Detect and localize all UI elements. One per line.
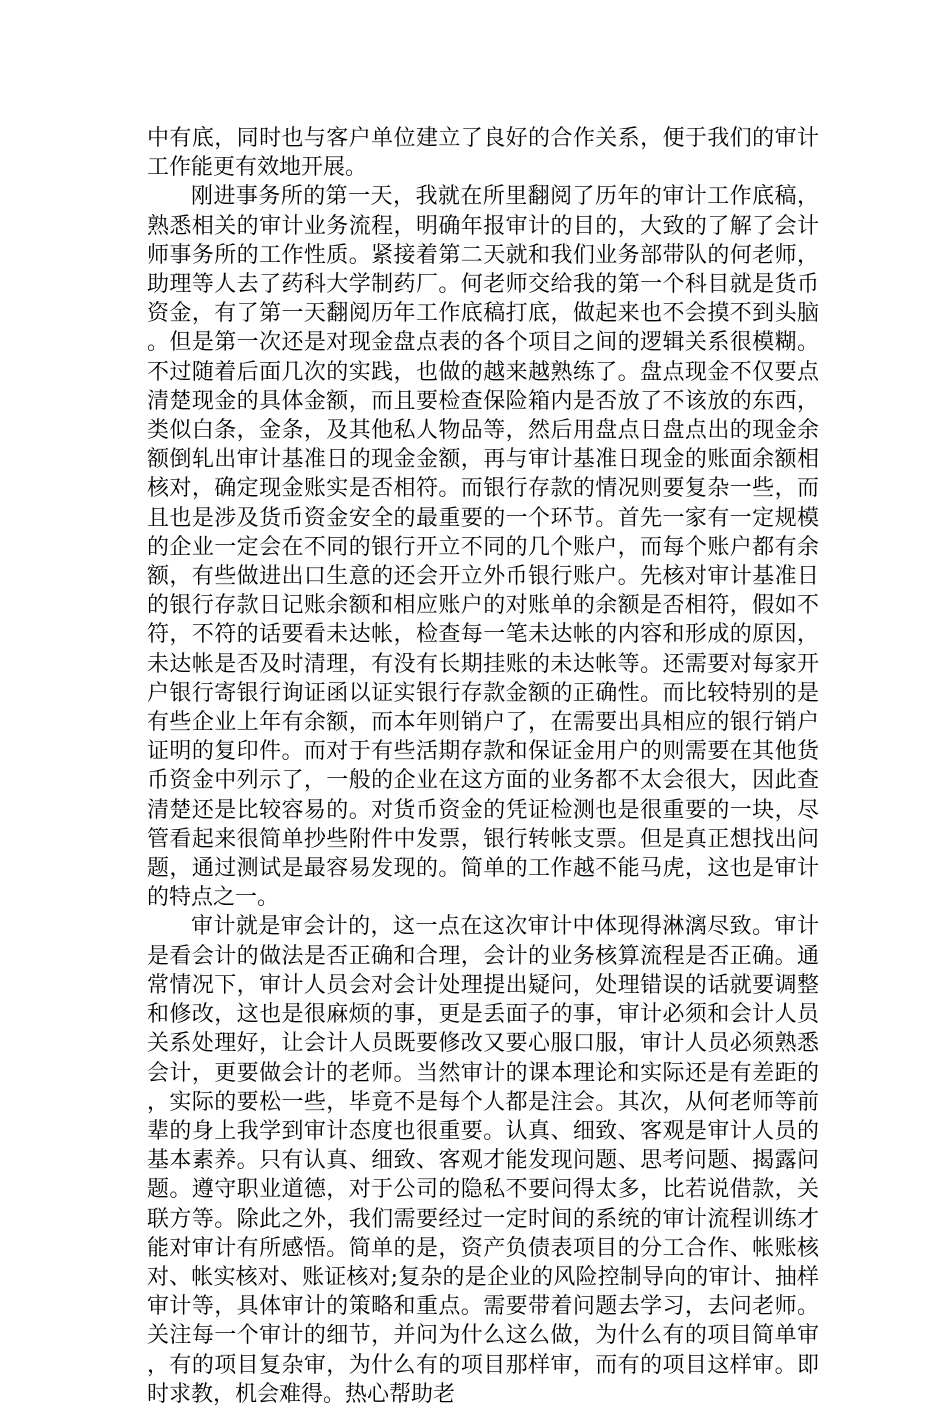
body-text xyxy=(147,124,819,1409)
paragraph-continuation: 中有底，同时也与客户单位建立了良好的合作关系，便于我们的审计工作能更有效地开展。 xyxy=(147,126,819,181)
paragraph-audit-reflection: 审计就是审会计的，这一点在这次审计中体现得淋漓尽致。审计是看会计的做法是否正确和合理，会计的业务核算流程是否正确。通常情况下，审计人员会对会计处理提出疑问，处理错误的话就要调整和修改，这也是很麻烦的事，更是丢面子的事，审计必须和会计人员关系处理好，让会计人员既要修改又要心服口服，审计人员必须熟悉会计，更要做会计的老师。当然审计的课本理论和实际还是有差距的，实际的要松一些，毕竟不是每个人都是注会。其次，从何老师等前辈的身上我学到审计态度也很重要。认真、细致、客观是审计人员的基本素养。只有认真、细致、客观才能发现问题、思考问题、揭露问题。遵守职业道德，对于公司的隐私不要问得太多，比若说借款，关联方等。除此之外，我们需要经过一定时间的系统的审计流程训练才能对审计有所感悟。简单的是，资产负债表项目的分工合作、帐账核对、帐实核对、账证核对;复杂的是企业的风险控制导向的审计、抽样审计等，具体审计的策略和重点。需要带着问题去学习，去问老师。关注每一个审计的细节，并问为什么这么做，为什么有的项目简单审，有的项目复杂审，为什么有的项目那样审，而有的项目这样审。即时求教，机会难得。热心帮助老 xyxy=(147,914,819,1407)
paragraph-first-day: 刚进事务所的第一天，我就在所里翻阅了历年的审计工作底稿，熟悉相关的审计业务流程，明确年报审计的目的，大致的了解了会计师事务所的工作性质。紧接着第二天就和我们业务部带队的何老师，助理等人去了药科大学制药厂。何老师交给我的第一个科目就是货币资金，有了第一天翻阅历年工作底稿打底，做起来也不会摸不到头脑。但是第一次还是对现金盘点表的各个项目之间的逻辑关系很模糊。不过随着后面几次的实践，也做的越来越熟练了。盘点现金不仅要点清楚现金的具体金额，而且要检查保险箱内是否放了不该放的东西，类似白条，金条，及其他私人物品等，然后用盘点日盘点出的现金余额倒轧出审计基准日的现金金额，再与审计基准日现金的账面余额相核对，确定现金账实是否相符。而银行存款的情况则要复杂一些，而且也是涉及货币资金安全的最重要的一个环节。首先一家有一定规模的企业一定会在不同的银行开立不同的几个账户，而每个账户都有余额，有些做进出口生意的还会开立外币银行账户。先核对审计基准日的银行存款日记账余额和相应账户的对账单的余额是否相符，假如不符，不符的话要看未达帐，检查每一笔未达帐的内容和形成的原因，未达帐是否及时清理，有没有长期挂账的未达帐等。还需要对每家开户银行寄银行询证函以证实银行存款金额的正确性。而比较特别的是有些企业上年有余额，而本年则销户了，在需要出具相应的银行销户证明的复印件。而对于有些活期存款和保证金用户的则需要在其他货币资金中列示了，一般的企业在这方面的业务都不太会很大，因此查清楚还是比较容易的。对货币资金的凭证检测也是很重要的一块，尽管看起来很简单抄些附件中发票，银行转帐支票。但是真正想找出问题，通过测试是最容易发现的。简单的工作越不能马虎，这也是审计的特点之一。 xyxy=(147,184,819,911)
